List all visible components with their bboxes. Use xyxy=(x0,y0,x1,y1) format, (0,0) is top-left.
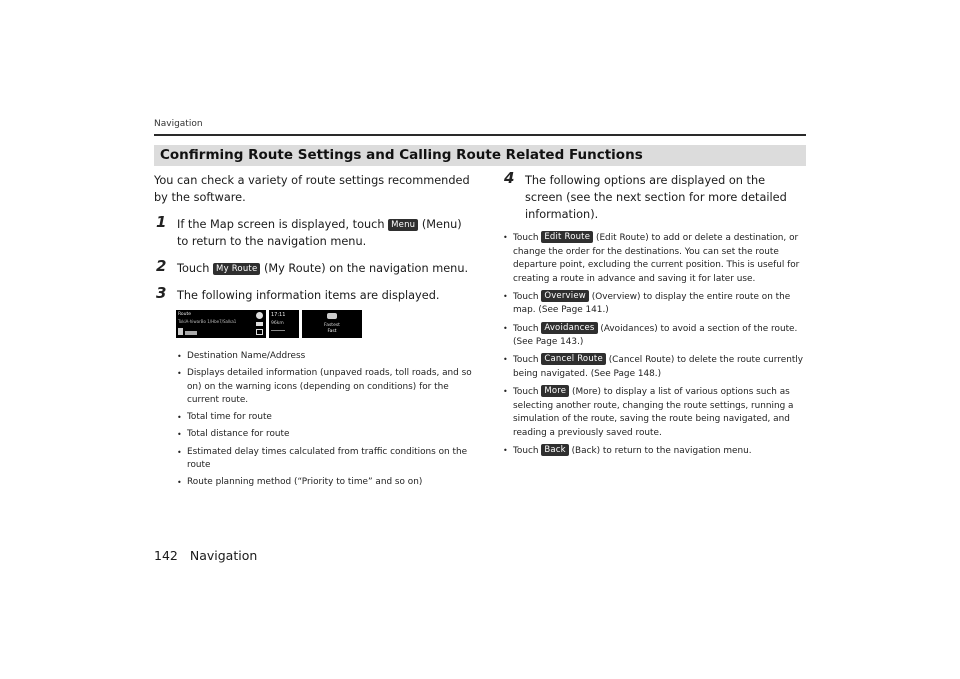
road-icon xyxy=(185,331,197,335)
step-4 xyxy=(502,169,806,223)
back-button[interactable]: Back xyxy=(541,444,568,456)
car-icon xyxy=(256,322,263,326)
list-item: • Touch Avoidances (Avoidances) to avoid a section of the route. (See Page 143.) xyxy=(502,322,806,350)
list-item: • Total distance for route xyxy=(176,428,474,442)
step-text: If the Map screen is displayed, touch xyxy=(177,218,385,231)
screen-distance: 96km xyxy=(271,321,284,326)
screen-destination: TokiA-hiwarBo 1/Hbe7/Salka1 xyxy=(178,319,237,324)
info-list xyxy=(154,350,474,490)
page-number: 142 xyxy=(154,548,178,563)
edit-route-button[interactable]: Edit Route xyxy=(541,231,593,243)
running-header: Navigation xyxy=(154,119,203,129)
step-3 xyxy=(154,284,474,304)
options-list xyxy=(502,231,806,458)
cancel-route-button[interactable]: Cancel Route xyxy=(541,353,606,365)
step-text: The following information items are displayed. xyxy=(177,289,440,302)
section-title: Confirming Route Settings and Calling Route Related Functions xyxy=(154,145,806,166)
delay-line xyxy=(271,330,285,331)
screen-time: 17:11 xyxy=(271,312,286,318)
overview-button[interactable]: Overview xyxy=(541,290,589,302)
menu-button[interactable]: Menu xyxy=(388,219,418,231)
list-item: • Touch More (More) to display a list of various options such as selecting another route, changing the route settings, running a simulation of the route, saving the route being navigated, and reading a previously saved route. xyxy=(502,385,806,440)
left-column xyxy=(154,172,474,493)
step-number: 1 xyxy=(156,213,167,231)
list-item: • Displays detailed information (unpaved roads, toll roads, and so on) on the warning icons (depending on conditions) for the current route. xyxy=(176,367,474,408)
screen-stats-panel xyxy=(269,310,299,338)
intro-text: You can check a variety of route settings recommended by the software. xyxy=(154,174,470,204)
more-button[interactable]: More xyxy=(541,385,569,397)
list-item: • Route planning method (“Priority to time” and so on) xyxy=(176,476,474,490)
avoidances-button[interactable]: Avoidances xyxy=(541,322,597,334)
car-icon xyxy=(327,313,337,319)
page-footer xyxy=(154,548,257,563)
route-info-screenshot xyxy=(176,310,474,338)
step-2 xyxy=(154,257,474,277)
step-number: 2 xyxy=(156,257,167,275)
list-item: • Destination Name/Address xyxy=(176,350,474,364)
flag-icon xyxy=(256,329,263,335)
step-text: The following options are displayed on the screen (see the next section for more detailed information). xyxy=(525,174,787,221)
step-text: Touch xyxy=(177,262,210,275)
right-column xyxy=(502,169,806,462)
my-route-button[interactable]: My Route xyxy=(213,263,260,275)
step-text: (My Route) on the navigation menu. xyxy=(263,262,469,275)
list-item: • Total time for route xyxy=(176,411,474,425)
list-item: • Touch Cancel Route (Cancel Route) to delete the route currently being navigated. (See Page 148.) xyxy=(502,353,806,381)
list-item: • Touch Edit Route (Edit Route) to add or delete a destination, or change the order for the destinations. You can set the route departure point, excluding the current position. This is useful for creating a route in advance and saving it for later use. xyxy=(502,231,806,286)
step-text: (Menu) to return to the navigation menu. xyxy=(177,218,462,248)
footer-section: Navigation xyxy=(189,548,258,563)
screen-method-panel xyxy=(302,310,362,338)
list-item: • Touch Overview (Overview) to display the entire route on the map. (See Page 141.) xyxy=(502,290,806,318)
screen-method: Fastest xyxy=(324,323,340,328)
step-1 xyxy=(154,213,474,250)
step-number: 4 xyxy=(504,169,515,187)
header-rule xyxy=(154,134,806,136)
list-item: • Estimated delay times calculated from traffic conditions on the route xyxy=(176,446,474,473)
screen-method-sub: Fast xyxy=(327,329,337,334)
step-number: 3 xyxy=(156,284,167,302)
screen-route-label: Route xyxy=(178,312,192,317)
list-item: • Touch Back (Back) to return to the navigation menu. xyxy=(502,444,806,459)
clock-icon xyxy=(256,312,263,319)
screen-route-panel xyxy=(176,310,266,338)
warning-icon xyxy=(178,328,183,335)
